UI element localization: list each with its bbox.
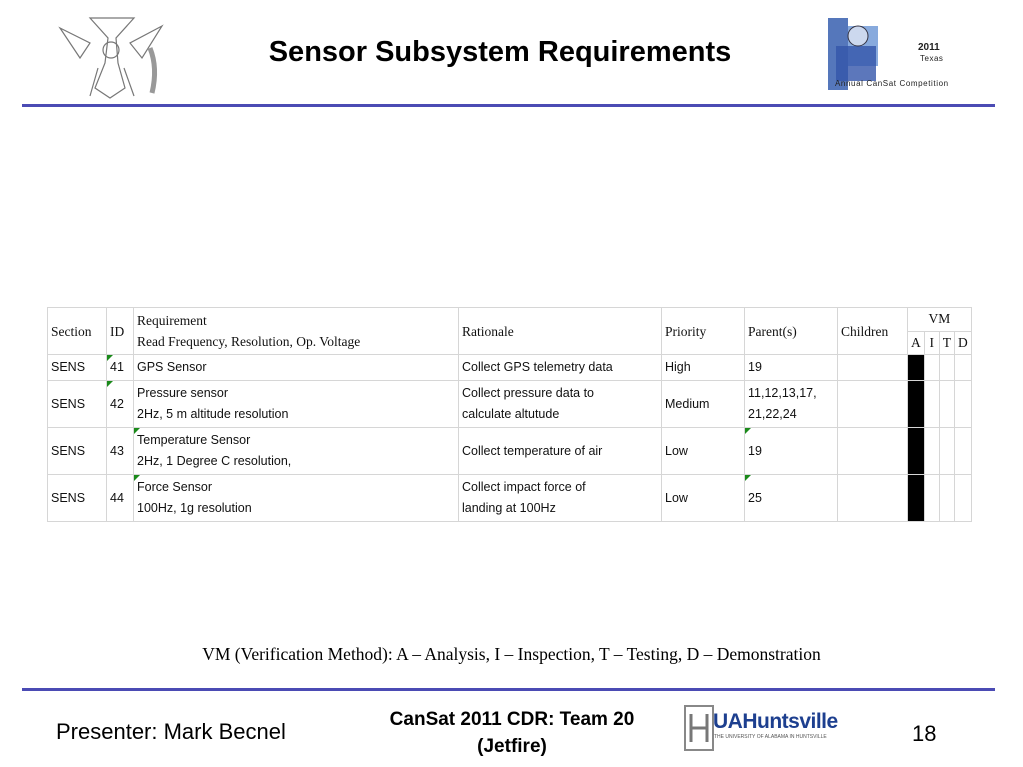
cell-priority: Low	[662, 475, 745, 522]
cell-requirement-line1: Force Sensor	[137, 480, 213, 494]
requirement-header-line1: Requirement	[137, 313, 207, 328]
col-section-header: Section	[48, 308, 107, 355]
vm-i-cell	[924, 381, 939, 428]
footer-title-line2: (Jetfire)	[477, 736, 547, 757]
vm-a-cell	[908, 381, 925, 428]
footer-title	[352, 706, 672, 760]
vm-t-header: T	[939, 331, 954, 355]
vm-a-cell	[908, 428, 925, 475]
page-number: 18	[912, 721, 937, 746]
uah-logo	[683, 702, 843, 754]
cell-id	[107, 355, 134, 381]
cell-parents	[745, 475, 838, 522]
vm-d-header: D	[955, 331, 972, 355]
cell-parents-line1: 19	[748, 443, 762, 458]
vm-t-cell	[939, 428, 954, 475]
comment-marker	[134, 475, 140, 481]
cell-requirement	[134, 475, 459, 522]
verification-method-note: VM (Verification Method): A – Analysis, I – Inspection, T – Testing, D – Demonstration	[202, 644, 821, 664]
cell-children	[838, 428, 908, 475]
cell-requirement-line2: 100Hz, 1g resolution	[137, 501, 252, 515]
comment-marker	[107, 355, 113, 361]
cell-requirement-line2: 2Hz, 5 m altitude resolution	[137, 407, 289, 421]
cell-rationale-line2: calculate altutude	[462, 407, 560, 421]
vm-d-cell	[955, 381, 972, 428]
cell-rationale	[459, 428, 662, 475]
competition-name: Annual CanSat Competition	[835, 79, 949, 88]
cell-requirement-line1: GPS Sensor	[137, 360, 207, 374]
vm-i-cell	[924, 428, 939, 475]
col-id-header: ID	[107, 308, 134, 355]
cell-rationale	[459, 355, 662, 381]
cell-section: SENS	[48, 428, 107, 475]
cell-parents-line2: 21,22,24	[748, 407, 797, 421]
cell-requirement	[134, 355, 459, 381]
vm-i-cell	[924, 475, 939, 522]
cell-section: SENS	[48, 381, 107, 428]
vm-a-cell	[908, 475, 925, 522]
cell-section: SENS	[48, 355, 107, 381]
table-row	[48, 381, 972, 428]
cell-rationale-line1: Collect temperature of air	[462, 443, 603, 458]
page-title: Sensor Subsystem Requirements	[268, 36, 732, 68]
cell-rationale-line1: Collect impact force of	[462, 480, 586, 494]
vm-a-header: A	[908, 331, 925, 355]
vm-t-cell	[939, 381, 954, 428]
col-children-header: Children	[838, 308, 908, 355]
requirements-table	[47, 307, 972, 522]
table-row	[48, 355, 972, 381]
uah-emblem-icon	[683, 704, 715, 752]
cell-priority: High	[662, 355, 745, 381]
table-header-row	[48, 308, 972, 332]
vm-d-cell	[955, 428, 972, 475]
cell-parents-line1: 11,12,13,17,	[748, 386, 817, 400]
cell-rationale	[459, 475, 662, 522]
cell-priority: Low	[662, 428, 745, 475]
table-row	[48, 428, 972, 475]
cell-parents	[745, 381, 838, 428]
cell-parents	[745, 428, 838, 475]
comment-marker	[107, 381, 113, 387]
vm-t-cell	[939, 355, 954, 381]
comment-marker	[745, 475, 751, 481]
vm-d-cell	[955, 355, 972, 381]
cell-requirement	[134, 381, 459, 428]
footer-rule	[22, 688, 995, 691]
cell-id: 43	[107, 428, 134, 475]
team-mascot-logo	[50, 8, 185, 103]
cell-requirement-line2: 2Hz, 1 Degree C resolution,	[137, 454, 292, 468]
cell-parents-line1: 25	[748, 490, 762, 505]
cell-requirement-line1: Pressure sensor	[137, 386, 229, 400]
vm-t-cell	[939, 475, 954, 522]
requirement-header-line2: Read Frequency, Resolution, Op. Voltage	[137, 334, 361, 349]
cell-children	[838, 381, 908, 428]
comment-marker	[134, 428, 140, 434]
cell-priority: Medium	[662, 381, 745, 428]
cell-rationale	[459, 381, 662, 428]
comment-marker	[745, 428, 751, 434]
cell-id-text: 41	[110, 360, 124, 374]
vm-a-cell	[908, 355, 925, 381]
cell-id-text: 42	[110, 396, 124, 411]
vm-i-header: I	[924, 331, 939, 355]
presenter-label: Presenter: Mark Becnel	[56, 719, 286, 744]
cell-requirement	[134, 428, 459, 475]
footer-title-line1: CanSat 2011 CDR: Team 20	[389, 709, 635, 730]
col-rationale-header: Rationale	[459, 308, 662, 355]
uah-wordmark: UAHuntsville	[713, 710, 838, 733]
vm-i-cell	[924, 355, 939, 381]
cell-rationale-line1: Collect GPS telemetry data	[462, 360, 613, 374]
cell-children	[838, 355, 908, 381]
cell-rationale-line2: landing at 100Hz	[462, 501, 556, 515]
competition-year: 2011	[918, 42, 940, 53]
col-parents-header: Parent(s)	[745, 308, 838, 355]
cell-requirement-line1: Temperature Sensor	[137, 433, 251, 447]
vm-d-cell	[955, 475, 972, 522]
header-rule	[22, 104, 995, 107]
cell-rationale-line1: Collect pressure data to	[462, 386, 595, 400]
cell-id	[107, 381, 134, 428]
col-priority-header: Priority	[662, 308, 745, 355]
col-vm-header: VM	[908, 308, 972, 332]
table-row	[48, 475, 972, 522]
uah-subtitle: THE UNIVERSITY OF ALABAMA IN HUNTSVILLE	[714, 734, 827, 740]
cell-section: SENS	[48, 475, 107, 522]
col-requirement-header	[134, 308, 459, 355]
cell-children	[838, 475, 908, 522]
cell-parents	[745, 355, 838, 381]
cell-parents-line1: 19	[748, 360, 762, 374]
competition-state: Texas	[920, 54, 944, 63]
cell-id: 44	[107, 475, 134, 522]
